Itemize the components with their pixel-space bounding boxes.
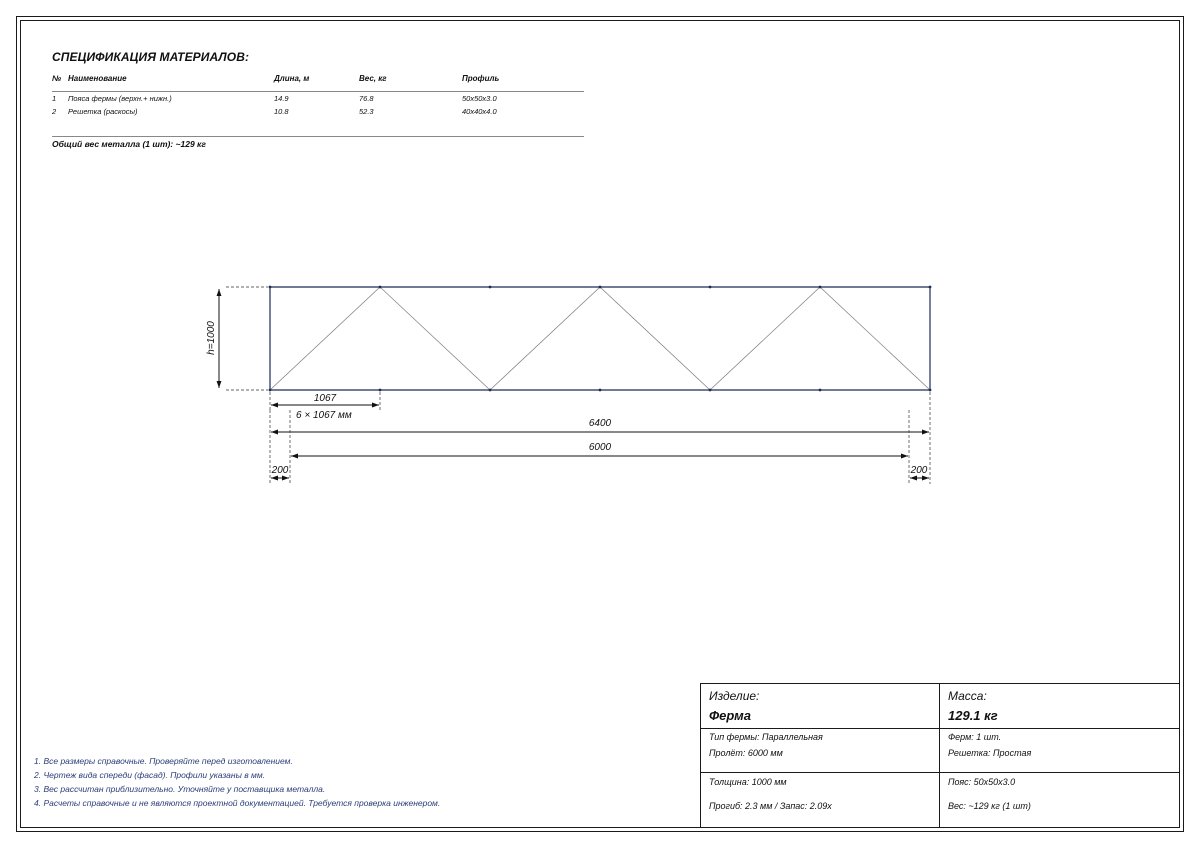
diagonal [270, 287, 380, 390]
truss-thickness: Толщина: 1000 мм [709, 777, 787, 787]
panel-dimension [270, 392, 380, 421]
spec-total-weight: Общий вес металла (1 шт): ~129 кг [52, 139, 206, 149]
diagonal [490, 287, 600, 390]
total-length-dimension [270, 392, 930, 484]
product-label: Изделие: [709, 689, 760, 703]
spec-cell-weight: 76.8 [359, 94, 374, 103]
product-value: Ферма [709, 708, 751, 723]
node [379, 389, 382, 392]
spec-title: СПЕЦИФИКАЦИЯ МАТЕРИАЛОВ: [52, 50, 250, 64]
diagonal [710, 287, 820, 390]
lattice-type: Решетка: Простая [948, 748, 1032, 758]
node [819, 389, 822, 392]
note-item: 2. Чертеж вида спереди (фасад). Профили указаны в мм. [34, 770, 266, 780]
panel-length-label: 1067 [313, 393, 337, 404]
total-length-label: 6400 [588, 418, 612, 429]
truss-count: Ферм: 1 шт. [948, 732, 1002, 742]
spec-cell-name: Решетка (раскосы) [68, 107, 138, 116]
spec-header-name: Наименование [68, 74, 127, 83]
drawing-notes [34, 754, 440, 810]
truss-nodes [269, 286, 932, 392]
node [819, 286, 822, 289]
spec-cell-weight: 52.3 [359, 107, 374, 116]
span-label: 6000 [588, 442, 612, 453]
diagonal [380, 287, 490, 390]
note-item: 1. Все размеры справочные. Проверяйте перед изготовлением. [34, 756, 293, 766]
spec-cell-name: Пояса фермы (верхн.+ нижн.) [68, 94, 172, 103]
height-dimension [206, 287, 268, 390]
spec-header-weight: Вес, кг [359, 74, 387, 83]
spec-header-length: Длина, м [274, 74, 310, 83]
node [269, 389, 272, 392]
node [929, 286, 932, 289]
diagonal [820, 287, 930, 390]
right-offset-dimension [910, 465, 929, 478]
chord-profile: Пояс: 50x50x3.0 [948, 777, 1016, 787]
height-label: h=1000 [206, 321, 217, 355]
node [709, 286, 712, 289]
spec-cell-profile: 50x50x3.0 [462, 94, 497, 103]
node [929, 389, 932, 392]
spec-header-profile: Профиль [462, 74, 500, 83]
node [489, 286, 492, 289]
mass-value: 129.1 кг [948, 708, 998, 723]
node [599, 286, 602, 289]
left-offset-label: 200 [271, 465, 289, 476]
title-block [700, 683, 1180, 828]
left-offset-dimension [271, 465, 289, 478]
node [379, 286, 382, 289]
title-block-divider [701, 728, 1179, 729]
deflection-info: Прогиб: 2.3 мм / Запас: 2.09x [709, 801, 832, 811]
spec-cell-profile: 40x40x4.0 [462, 107, 497, 116]
panel-count-label: 6 × 1067 мм [296, 410, 352, 421]
spec-cell-length: 10.8 [274, 107, 289, 116]
node [269, 286, 272, 289]
spec-cell-length: 14.9 [274, 94, 289, 103]
spec-cell-number: 1 [52, 94, 57, 103]
node [489, 389, 492, 392]
spec-cell-number: 2 [52, 107, 57, 116]
node [599, 389, 602, 392]
spec-header-number: № [52, 74, 62, 83]
note-item: 4. Расчеты справочные и не являются проектной документацией. Требуется проверка инженером. [34, 798, 441, 808]
truss-type: Тип фермы: Параллельная [709, 732, 823, 742]
node [709, 389, 712, 392]
truss-span: Пролёт: 6000 мм [709, 748, 783, 758]
diagonal [600, 287, 710, 390]
title-block-divider [701, 772, 1179, 773]
truss-diagonals [270, 287, 930, 390]
title-block-divider [939, 684, 940, 827]
weight-info: Вес: ~129 кг (1 шт) [948, 801, 1031, 811]
right-offset-label: 200 [910, 465, 928, 476]
note-item: 3. Вес рассчитан приблизительно. Уточняйте у поставщика металла. [34, 784, 326, 794]
mass-label: Масса: [948, 689, 987, 703]
